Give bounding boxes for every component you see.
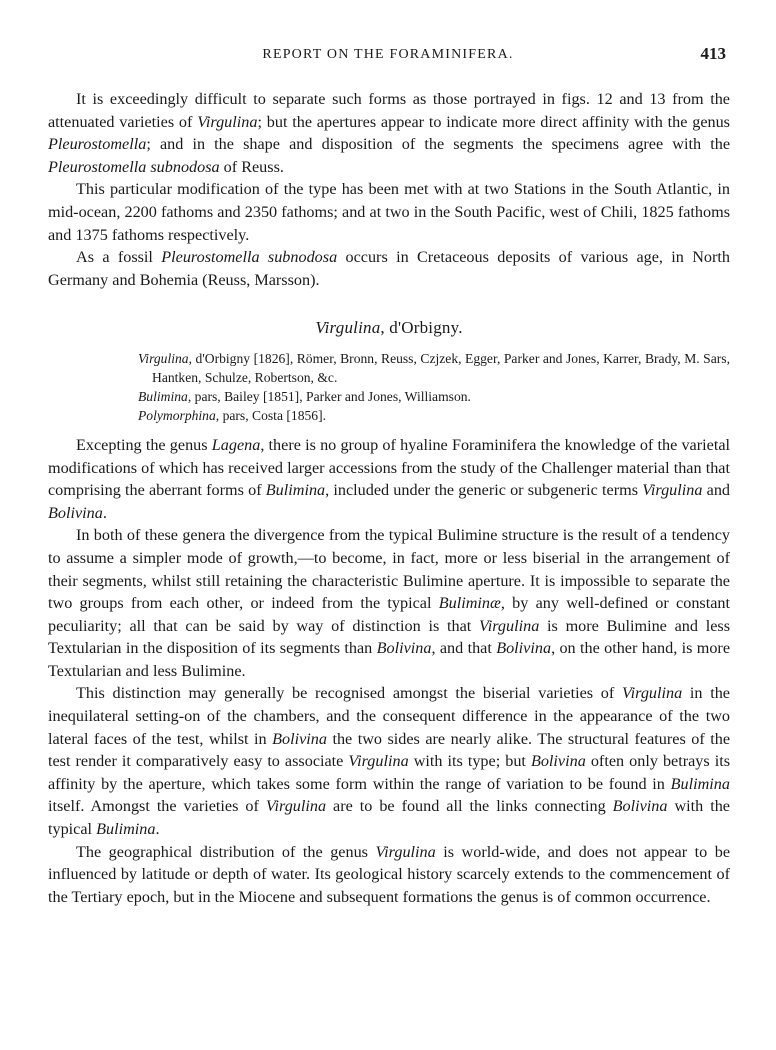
paragraph-4: Excepting the genus Lagena, there is no group of hyaline Foraminifera the knowledge of the varietal modifications of which has received larger accessions from the study of the Challenger material than that comprising the aberrant forms of Bulimina, included under the generic or subgeneric terms Virgulina and Bolivina. xyxy=(48,435,731,522)
paragraph-5: In both of these genera the divergence from the typical Bulimine structure is the result of a tendency to assume a simpler mode of growth,—to become, in fact, more or less biserial in the arrangement of their segments, whilst still retaining the characteristic Bulimine aperture. It is impossible to separate the two groups from each other, or indeed from the typical Buliminæ, by any well-defined or constant peculiarity; all that can be said by way of distinction is that Virgulina is more Bulimine and less Textularian in the disposition of its segments than Bolivina, and that Bolivina, on the other hand, is more Textularian and less Bulimine. xyxy=(48,526,731,680)
paragraph-7: The geographical distribution of the genus Virgulina is world-wide, and does not appear to be influenced by latitude or depth of water. Its geological history scarcely extends to the commencement of the Tertiary epoch, but in the Miocene and subsequent formations the genus is of common occurrence. xyxy=(48,842,731,906)
page-header xyxy=(48,44,728,70)
genus-heading xyxy=(48,317,730,340)
synonymy-entry: Virgulina, d'Orbigny [1826], Römer, Bronn, Reuss, Czjzek, Egger, Parker and Jones, Karrer, Brady, M. Sars, Hantken, Schulze, Robertson, &c. xyxy=(138,350,730,385)
body-text xyxy=(48,88,730,908)
running-title: REPORT ON THE FORAMINIFERA. xyxy=(262,47,514,62)
page-number: 413 xyxy=(700,44,726,63)
genus-author: , d'Orbigny. xyxy=(380,318,463,338)
synonymy-list xyxy=(138,349,730,425)
paragraph-3: As a fossil Pleurostomella subnodosa occurs in Cretaceous deposits of various age, in North Germany and Bohemia (Reuss, Marsson). xyxy=(48,248,730,289)
synonymy-entry: Polymorphina, pars, Costa [1856]. xyxy=(138,407,327,423)
paragraph-6: This distinction may generally be recognised amongst the biserial varieties of Virgulina in the inequilateral setting-on of the chambers, and the consequent difference in the appearance of the two lateral faces of the test, whilst in Bolivina the two sides are nearly alike. The structural features of the test render it comparatively easy to associate Virgulina with its type; but Bolivina often only betrays its affinity by the aperture, which takes some form within the range of variation to be found in Bulimina itself. Amongst the varieties of Virgulina are to be found all the links connecting Bolivina with the typical Bulimina. xyxy=(48,684,731,839)
paragraph-1: It is exceedingly difficult to separate such forms as those portrayed in figs. 12 and 13 from the attenuated varieties of Virgulina; but the apertures appear to indicate more direct affinity with the genus Pleurostomella; and in the shape and disposition of the segments the specimens agree with the Pleurostomella subnodosa of Reuss. xyxy=(48,90,730,176)
synonymy-entry: Bulimina, pars, Bailey [1851], Parker and Jones, Williamson. xyxy=(138,388,471,404)
paragraph-2: This particular modification of the type has been met with at two Stations in the South Atlantic, in mid-ocean, 2200 fathoms and 2350 fathoms; and at two in the South Pacific, west of Chili, 1825 fathoms and 1375 fathoms respectively. xyxy=(48,180,730,244)
genus-name: Virgulina xyxy=(315,318,381,338)
